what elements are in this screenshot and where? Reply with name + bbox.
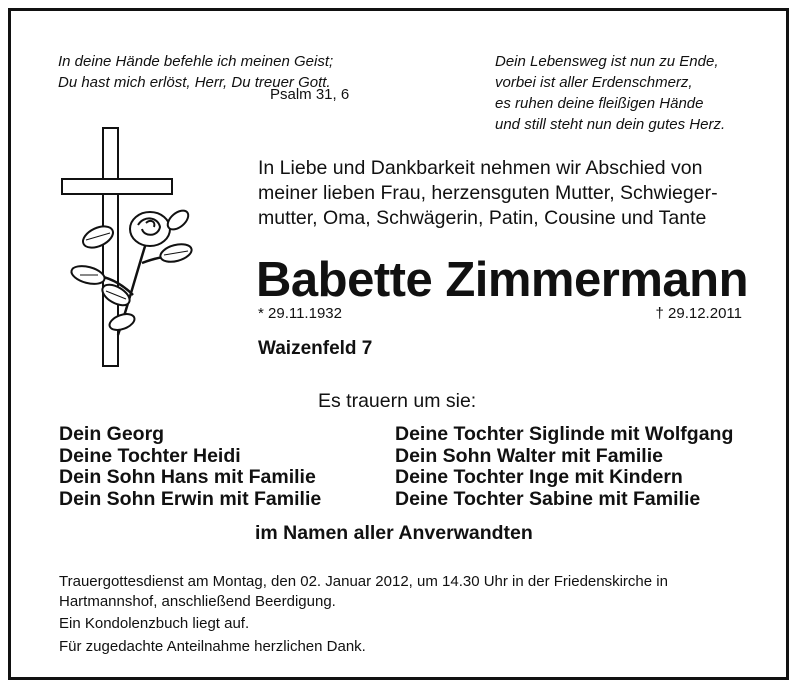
condolence-book: Ein Kondolenzbuch liegt auf. <box>59 615 250 632</box>
service-line: Hartmannshof, anschließend Beerdigung. <box>59 592 336 610</box>
verse-right-line: Dein Lebensweg ist nun zu Ende, <box>495 53 719 70</box>
mourner-entry: Dein Sohn Hans mit Familie <box>59 466 316 489</box>
service-info <box>59 572 668 611</box>
intro-line: In Liebe und Dankbarkeit nehmen wir Abschied von <box>258 157 703 179</box>
birth-date: * 29.11.1932 <box>258 305 342 322</box>
verse-reference: Psalm 31, 6 <box>270 86 350 103</box>
mourner-entry: Deine Tochter Inge mit Kindern <box>395 466 683 489</box>
verse-right-line: und still steht nun dein gutes Herz. <box>495 116 726 133</box>
intro-text <box>258 156 718 231</box>
mourners-left <box>59 424 321 511</box>
verse-right <box>495 51 725 135</box>
death-date: † 29.12.2011 <box>655 305 742 322</box>
mourner-entry: Dein Georg <box>59 423 165 445</box>
mourner-entry: Dein Sohn Walter mit Familie <box>395 444 663 467</box>
intro-line: meiner lieben Frau, herzensguten Mutter, Schwieger- <box>258 182 718 204</box>
mourner-entry: Dein Sohn Erwin mit Familie <box>59 488 322 511</box>
mourner-entry: Deine Tochter Sabine mit Familie <box>395 488 701 511</box>
verse-left-line: Du hast mich erlöst, Herr, Du treuer Gott. <box>58 74 331 91</box>
relatives-line: im Namen aller Anverwandten <box>255 522 533 544</box>
mourners-right <box>395 424 733 511</box>
verse-right-line: vorbei ist aller Erdenschmerz, <box>495 74 693 91</box>
mourner-entry: Deine Tochter Heidi <box>59 444 241 467</box>
thanks-line: Für zugedachte Anteilnahme herzlichen Dank. <box>59 638 366 655</box>
mourners-heading: Es trauern um sie: <box>318 390 477 412</box>
service-line: Trauergottesdienst am Montag, den 02. Januar 2012, um 14.30 Uhr in der Friedenskirche in <box>59 573 668 590</box>
intro-line: mutter, Oma, Schwägerin, Patin, Cousine und Tante <box>258 207 707 229</box>
mourner-entry: Deine Tochter Siglinde mit Wolfgang <box>395 423 734 445</box>
cross-with-rose-icon <box>58 125 198 370</box>
verse-left-line: In deine Hände befehle ich meinen Geist; <box>58 53 334 70</box>
address: Waizenfeld 7 <box>258 338 373 359</box>
deceased-name: Babette Zimmermann <box>256 253 749 307</box>
verse-right-line: es ruhen deine fleißigen Hände <box>495 95 704 112</box>
